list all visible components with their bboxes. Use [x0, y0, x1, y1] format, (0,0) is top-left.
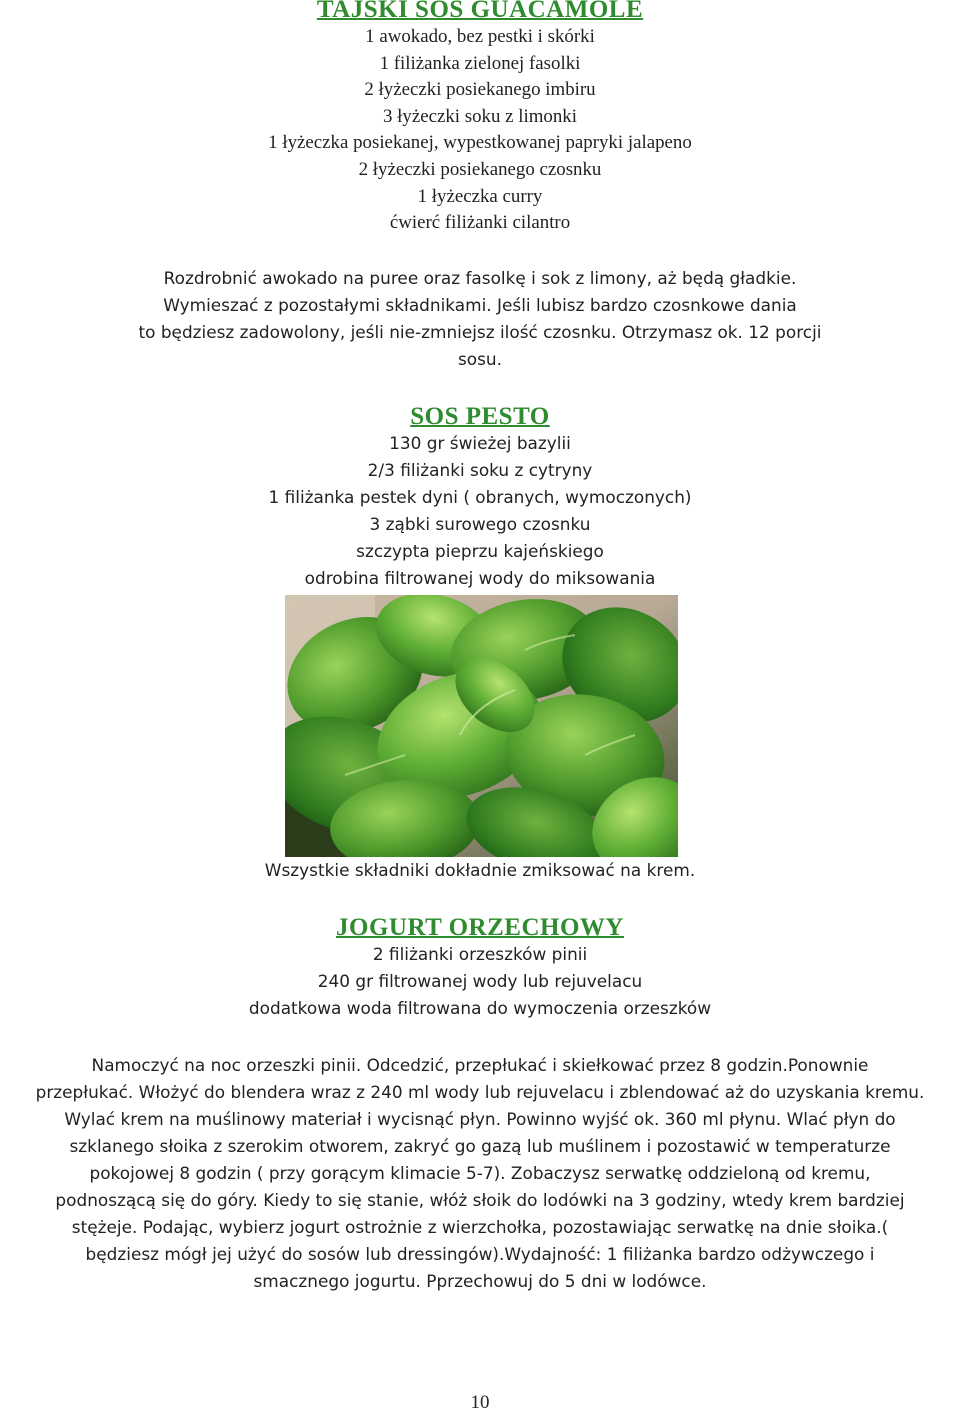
recipe-instructions	[0, 1053, 960, 1296]
ingredient-item: 3 ząbki surowego czosnku	[369, 515, 591, 535]
instruction-line: Wymieszać z pozostałymi składnikami. Jeśli lubisz bardzo czosnkowe dania	[163, 296, 797, 316]
recipe-title: SOS PESTO	[410, 403, 550, 430]
recipe-title: TAJSKI SOS GUACAMOLE	[316, 0, 644, 23]
ingredient-item: ćwierć filiżanki cilantro	[389, 212, 571, 234]
instruction-line: Rozdrobnić awokado na puree oraz fasolkę i sok z limony, aż będą gładkie.	[163, 269, 797, 289]
recipe-instructions	[0, 858, 960, 885]
instruction-line: przepłukać. Włożyć do blendera wraz z 240 ml wody lub rejuvelacu i zblendować aż do uzyskania kremu.	[35, 1083, 925, 1103]
ingredient-list	[0, 24, 960, 237]
ingredient-item: 240 gr filtrowanej wody lub rejuvelacu	[317, 972, 643, 992]
instruction-line: Wszystkie składniki dokładnie zmiksować na krem.	[264, 861, 696, 881]
recipe-title: JOGURT ORZECHOWY	[336, 914, 624, 941]
ingredient-item: dodatkowa woda filtrowana do wymoczenia orzeszków	[248, 999, 712, 1019]
instruction-line: podnoszącą się do góry. Kiedy to się stanie, włóż słoik do lodówki na 3 godziny, wtedy krem bardziej	[55, 1191, 905, 1211]
ingredient-item: szczypta pieprzu kajeńskiego	[356, 542, 604, 562]
recipe-guacamole	[0, 0, 960, 237]
recipe-instructions	[0, 266, 960, 374]
ingredient-item: 2 łyżeczki posiekanego czosnku	[358, 158, 602, 180]
ingredient-item: 3 łyżeczki soku z limonki	[382, 105, 577, 127]
instruction-line: pokojowej 8 godzin ( przy gorącym klimacie 5-7). Zobaczysz serwatkę oddzieloną od kremu,	[89, 1164, 871, 1184]
instruction-line: Wylać krem na muślinowy materiał i wycisnąć płyn. Powinno wyjść ok. 360 ml płynu. Wlać płyn do	[64, 1110, 896, 1130]
basil-leaves-photo	[285, 595, 678, 857]
ingredient-item: odrobina filtrowanej wody do miksowania	[304, 569, 656, 589]
instruction-line: stężeje. Podając, wybierz jogurt ostrożnie z wierzchołka, pozostawiając serwatkę na dnie słoika.(	[71, 1218, 889, 1238]
page-number: 10	[470, 1392, 490, 1413]
ingredient-item: 1 łyżeczka posiekanej, wypestkowanej papryki jalapeno	[268, 132, 692, 154]
ingredient-list	[0, 431, 960, 593]
ingredient-item: 2 filiżanki orzeszków pinii	[372, 945, 588, 965]
instruction-line: to będziesz zadowolony, jeśli nie-zmniejsz ilość czosnku. Otrzymasz ok. 12 porcji	[138, 323, 822, 343]
ingredient-item: 2/3 filiżanki soku z cytryny	[367, 461, 593, 481]
recipe-pesto	[0, 403, 960, 593]
ingredient-item: 1 awokado, bez pestki i skórki	[365, 26, 595, 47]
instruction-line: sosu.	[457, 350, 503, 370]
instruction-line: będziesz mógł jej użyć do sosów lub dressingów).Wydajność: 1 filiżanka bardzo odżywczego i	[85, 1245, 875, 1265]
ingredient-item: 2 łyżeczki posiekanego imbiru	[364, 79, 596, 101]
recipe-nut-yogurt	[0, 914, 960, 1023]
ingredient-item: 1 łyżeczka curry	[417, 185, 543, 207]
instruction-line: Namoczyć na noc orzeszki pinii. Odcedzić, przepłukać i skiełkować przez 8 godzin.Ponownie	[91, 1056, 869, 1076]
instruction-line: smacznego jogurtu. Pprzechowuj do 5 dni w lodówce.	[253, 1272, 707, 1292]
ingredient-list	[0, 942, 960, 1023]
instruction-line: szklanego słoika z szerokim otworem, zakryć go gazą lub muślinem i pozostawić w temperaturze	[69, 1137, 891, 1157]
ingredient-item: 1 filiżanka pestek dyni ( obranych, wymoczonych)	[268, 488, 692, 508]
ingredient-item: 130 gr świeżej bazylii	[389, 434, 571, 454]
ingredient-item: 1 filiżanka zielonej fasolki	[379, 52, 581, 74]
